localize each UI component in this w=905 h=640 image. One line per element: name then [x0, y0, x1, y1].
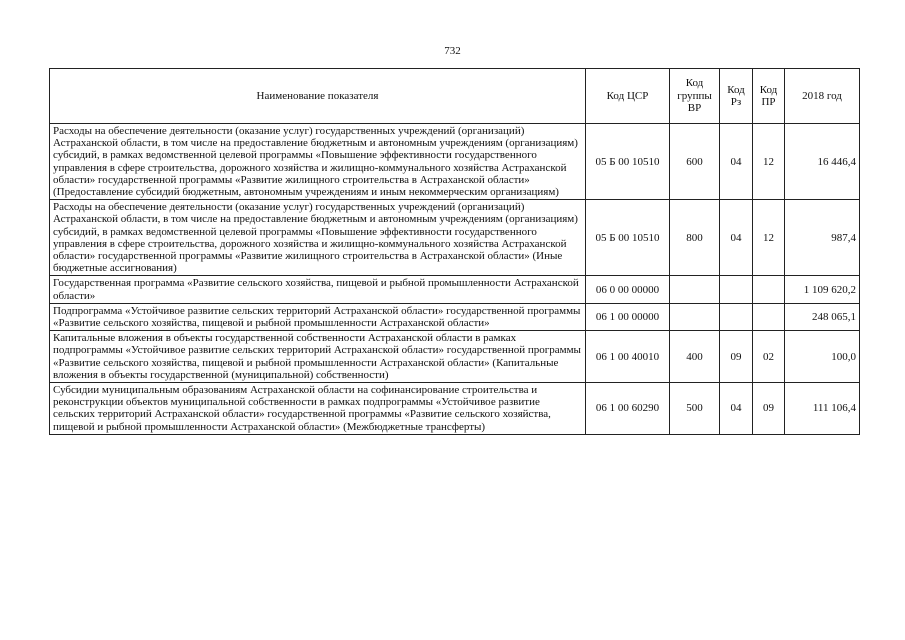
row-csr: 06 0 00 00000 [586, 276, 670, 303]
table-header-row [50, 69, 860, 124]
budget-table [49, 68, 860, 435]
row-amount: 1 109 620,2 [785, 276, 860, 303]
row-name: Подпрограмма «Устойчивое развитие сельских территорий Астраханской области» государственной программы «Развитие сельского хозяйства, пищевой и рыбной промышленности Астраханской области» [50, 303, 586, 330]
row-amount: 987,4 [785, 200, 860, 276]
page-number: 732 [444, 45, 461, 57]
row-vr: 800 [670, 200, 720, 276]
row-csr: 06 1 00 40010 [586, 331, 670, 383]
table-row [50, 383, 860, 435]
row-csr: 05 Б 00 10510 [586, 124, 670, 200]
header-vr: Код группы ВР [670, 69, 720, 124]
table-row [50, 200, 860, 276]
row-rz: 04 [720, 200, 753, 276]
row-rz: 04 [720, 383, 753, 435]
header-name: Наименование показателя [50, 69, 586, 124]
row-rz: 04 [720, 124, 753, 200]
header-amount: 2018 год [785, 69, 860, 124]
row-pr: 09 [753, 383, 785, 435]
row-amount: 248 065,1 [785, 303, 860, 330]
row-pr [753, 276, 785, 303]
row-name: Расходы на обеспечение деятельности (оказание услуг) государственных учреждений (организаций) Астраханской области, в том числе на предоставление бюджетным и автономным учреждениям (организациям) субсидий, в рамках ведомственной целевой программы «Повышение эффективности государственного управления в сфере строительства, дорожного хозяйства и жилищно-коммунального хозяйства Астраханской области» государственной программы «Развитие жилищного строительства в Астраханской области» (Предоставление субсидий бюджетным, автономным учреждениям и иным некоммерческим организациям) [50, 124, 586, 200]
row-amount: 100,0 [785, 331, 860, 383]
row-vr: 500 [670, 383, 720, 435]
row-vr [670, 276, 720, 303]
row-pr: 12 [753, 200, 785, 276]
table-row [50, 331, 860, 383]
row-rz [720, 303, 753, 330]
table-row [50, 124, 860, 200]
header-pr: Код ПР [753, 69, 785, 124]
row-name: Капитальные вложения в объекты государственной собственности Астраханской области в рамках подпрограммы «Устойчивое развитие сельских территорий Астраханской области» государственной программы «Развитие сельского хозяйства, пищевой и рыбной промышленности Астраханской области» (Капитальные вложения в объекты государственной (муниципальной) собственности) [50, 331, 586, 383]
row-name: Государственная программа «Развитие сельского хозяйства, пищевой и рыбной промышленности Астраханской области» [50, 276, 586, 303]
row-vr: 400 [670, 331, 720, 383]
row-pr: 12 [753, 124, 785, 200]
row-pr [753, 303, 785, 330]
row-csr: 06 1 00 00000 [586, 303, 670, 330]
row-csr: 05 Б 00 10510 [586, 200, 670, 276]
row-rz [720, 276, 753, 303]
header-rz: Код Рз [720, 69, 753, 124]
row-amount: 111 106,4 [785, 383, 860, 435]
table-row [50, 303, 860, 330]
row-amount: 16 446,4 [785, 124, 860, 200]
row-csr: 06 1 00 60290 [586, 383, 670, 435]
row-rz: 09 [720, 331, 753, 383]
header-csr: Код ЦСР [586, 69, 670, 124]
row-vr [670, 303, 720, 330]
row-name: Субсидии муниципальным образованиям Астраханской области на софинансирование строительства и реконструкции объектов муниципальной собственности в рамках подпрограммы «Устойчивое развитие сельских территорий Астраханской области» государственной программы «Развитие сельского хозяйства, пищевой и рыбной промышленности Астраханской области» (Межбюджетные трансферты) [50, 383, 586, 435]
row-name: Расходы на обеспечение деятельности (оказание услуг) государственных учреждений (организаций) Астраханской области, в том числе на предоставление бюджетным и автономным учреждениям (организациям) субсидий, в рамках ведомственной целевой программы «Повышение эффективности государственного управления в сфере строительства, дорожного хозяйства и жилищно-коммунального хозяйства Астраханской области» государственной программы «Развитие жилищного строительства в Астраханской области» (Иные бюджетные ассигнования) [50, 200, 586, 276]
row-vr: 600 [670, 124, 720, 200]
table-row [50, 276, 860, 303]
row-pr: 02 [753, 331, 785, 383]
